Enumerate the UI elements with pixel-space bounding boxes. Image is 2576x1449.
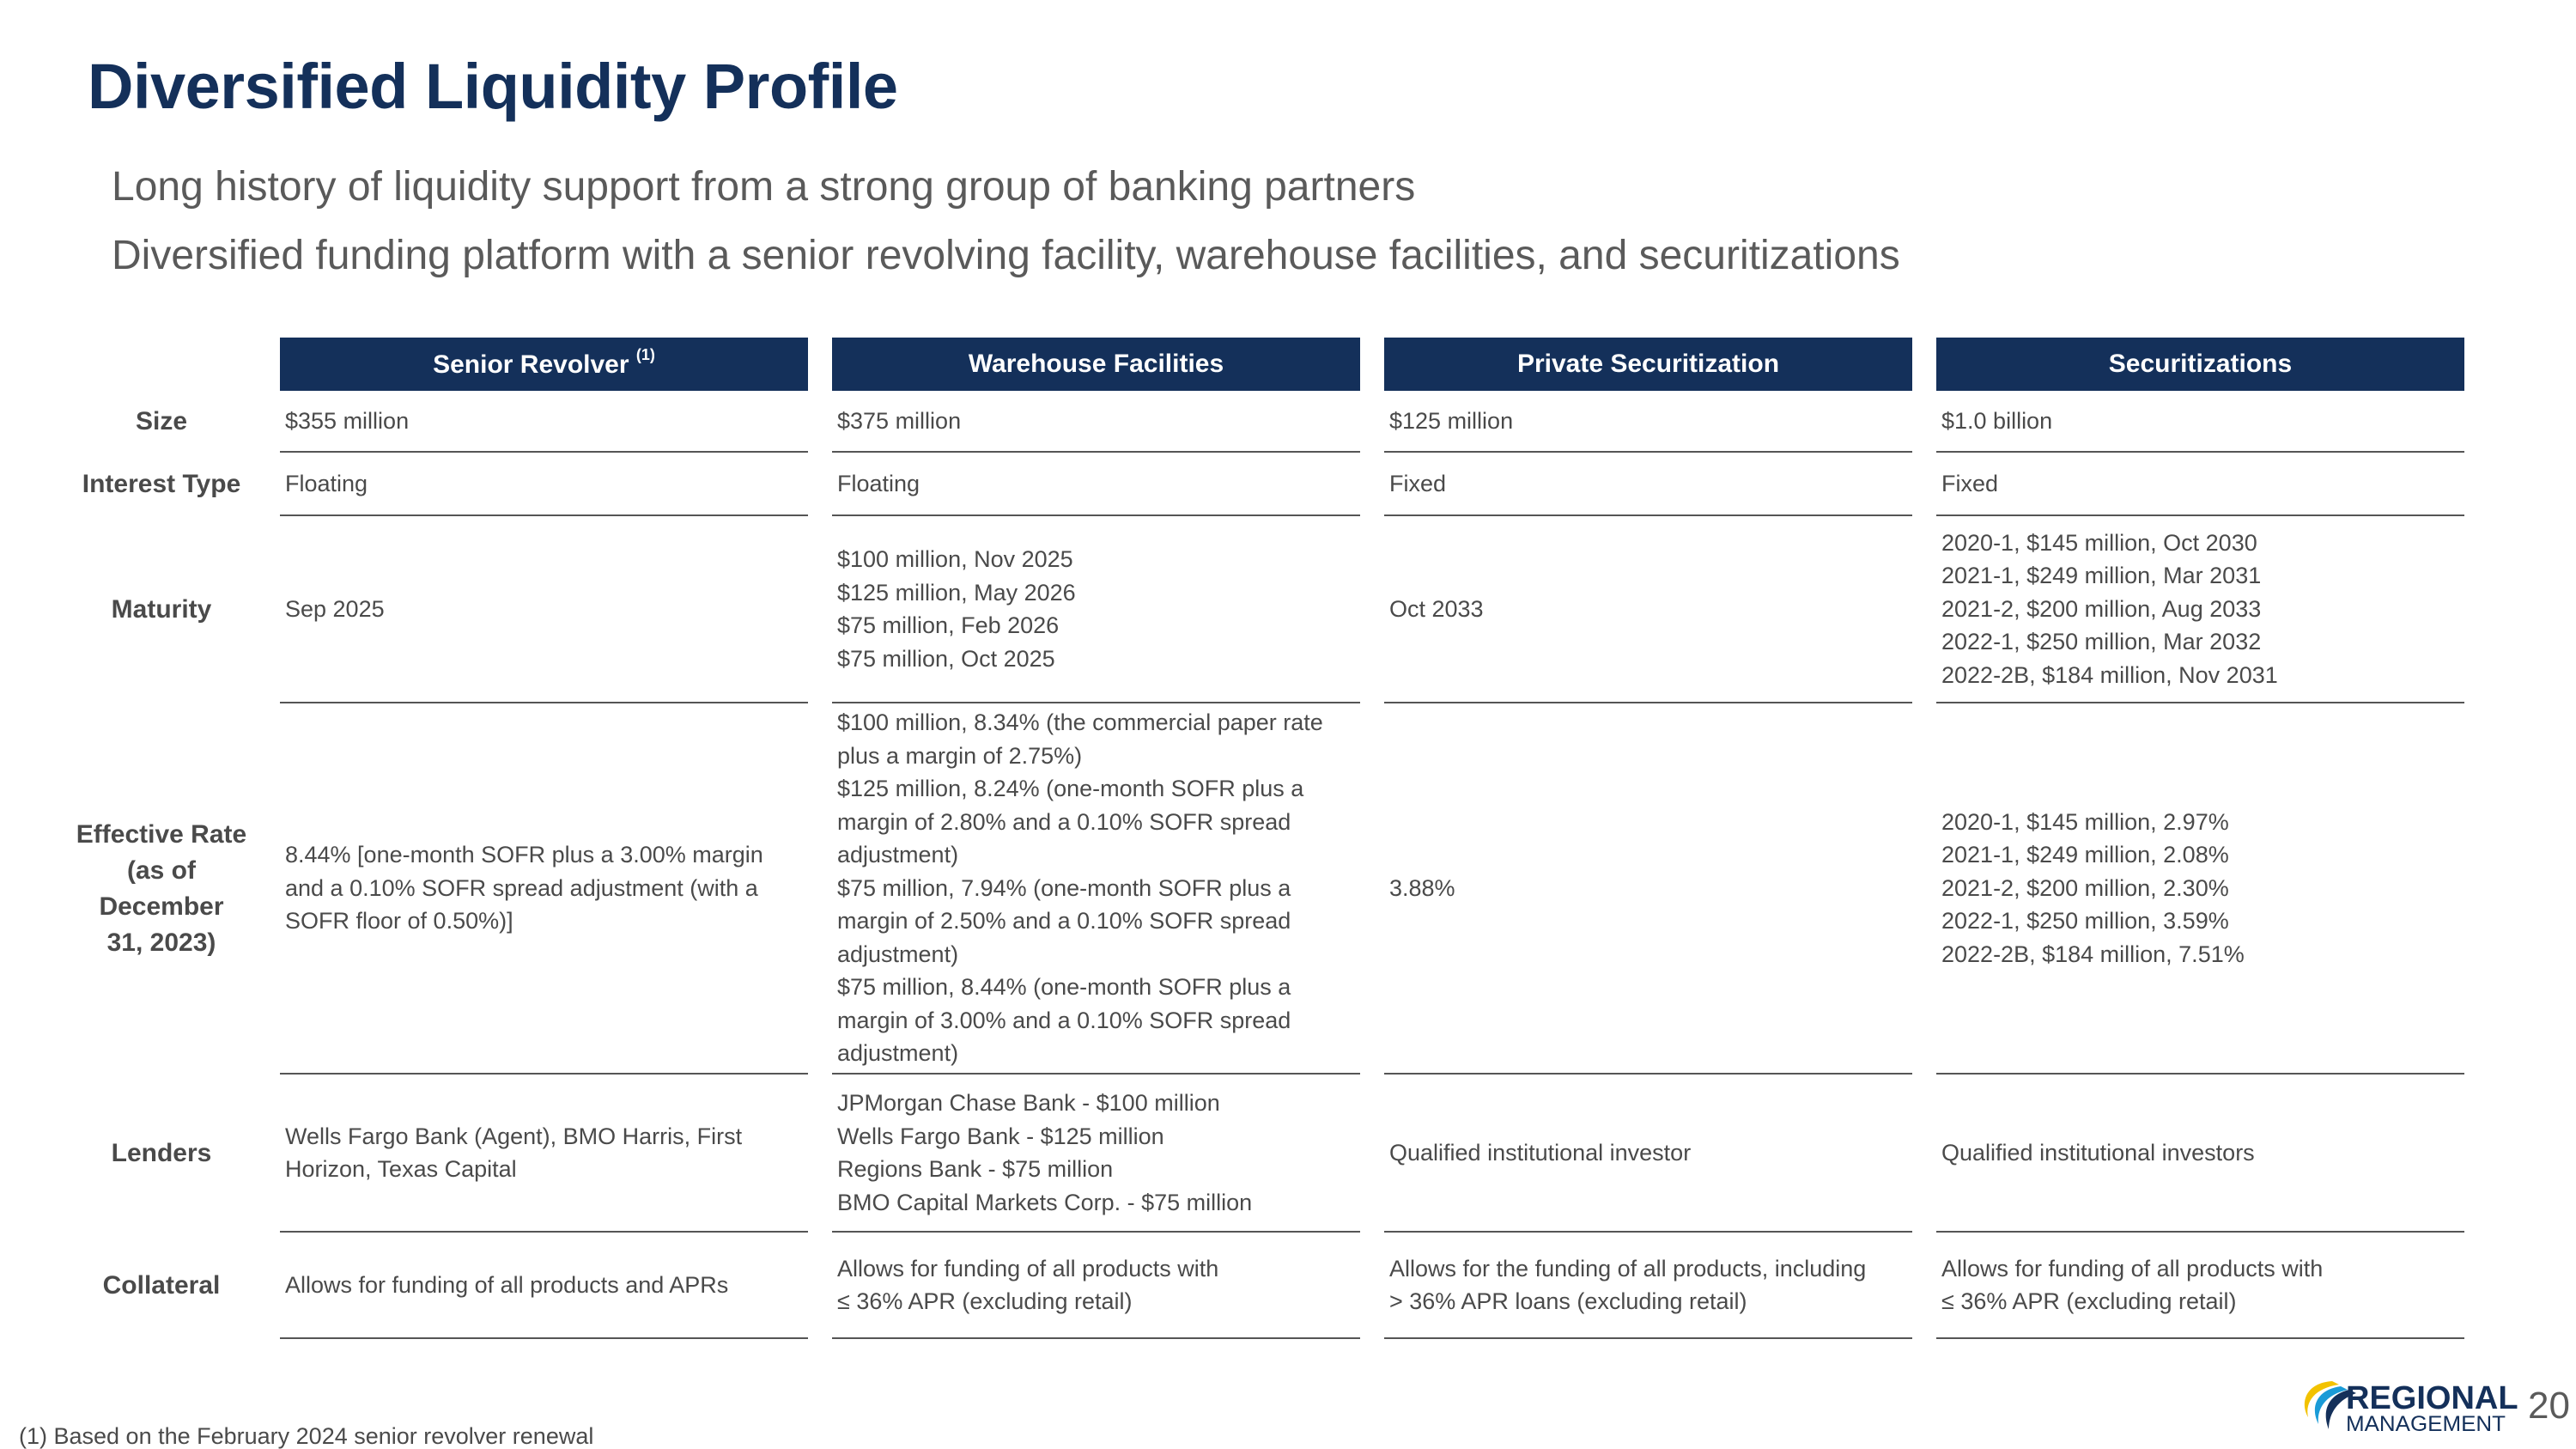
text-line: Horizon, Texas Capital: [285, 1156, 517, 1182]
text-line: 8.44% [one-month SOFR plus a 3.00% margin: [285, 842, 763, 868]
text-line: ≤ 36% APR (excluding retail): [1941, 1288, 2237, 1314]
cell-rate-private: 3.88%: [1384, 703, 1912, 1075]
label-line: (as of December: [99, 856, 224, 921]
cell-interest-revolver: Floating: [280, 453, 808, 516]
cell-interest-warehouse: Floating: [832, 453, 1360, 516]
text-line: 2022-2B, $184 million, 7.51%: [1941, 941, 2245, 967]
footnote-marker: (1): [635, 345, 655, 363]
text-line: $75 million, Feb 2026: [837, 612, 1060, 638]
cell-size-revolver: $355 million: [280, 391, 808, 453]
row-label-effective-rate: [67, 703, 256, 1075]
text-line: adjustment): [837, 1040, 959, 1067]
cell-size-securitizations: $1.0 billion: [1936, 391, 2464, 453]
logo-text-line1: REGIONAL: [2346, 1380, 2518, 1416]
text-line: and a 0.10% SOFR spread adjustment (with a: [285, 874, 758, 901]
row-collateral: [67, 1233, 2464, 1339]
cell-lenders-securitizations: Qualified institutional investors: [1936, 1075, 2464, 1233]
cell-collateral-warehouse: [832, 1233, 1360, 1339]
text-line: 2021-1, $249 million, 2.08%: [1941, 842, 2229, 868]
text-line: 2020-1, $145 million, Oct 2030: [1941, 529, 2257, 556]
regional-management-logo: [2298, 1376, 2521, 1434]
cell-lenders-private: Qualified institutional investor: [1384, 1075, 1912, 1233]
cell-maturity-revolver: Sep 2025: [280, 516, 808, 703]
subtitle-1: Long history of liquidity support from a strong group of banking partners: [112, 164, 1416, 210]
text-line: ≤ 36% APR (excluding retail): [837, 1288, 1133, 1314]
text-line: plus a margin of 2.75%): [837, 742, 1083, 769]
row-label-maturity: Maturity: [111, 595, 212, 624]
header-warehouse-facilities: Warehouse Facilities: [832, 338, 1360, 391]
cell-collateral-revolver: Allows for funding of all products and APRs: [280, 1233, 808, 1339]
cell-lenders-revolver: [280, 1075, 808, 1233]
footnote: (1) Based on the February 2024 senior revolver renewal: [19, 1423, 594, 1449]
text-line: adjustment): [837, 941, 959, 967]
text-line: margin of 2.80% and a 0.10% SOFR spread: [837, 808, 1291, 835]
cell-rate-securitizations: [1936, 703, 2464, 1075]
text-line: Wells Fargo Bank - $125 million: [837, 1123, 1164, 1149]
cell-maturity-private: Oct 2033: [1384, 516, 1912, 703]
logo-text-line2: MANAGEMENT: [2346, 1412, 2506, 1434]
text-line: 2022-2B, $184 million, Nov 2031: [1941, 661, 2278, 688]
text-line: 2021-2, $200 million, Aug 2033: [1941, 595, 2262, 622]
row-label-lenders: Lenders: [111, 1139, 212, 1167]
text-line: > 36% APR loans (excluding retail): [1389, 1288, 1747, 1314]
text-line: BMO Capital Markets Corp. - $75 million: [837, 1189, 1253, 1215]
row-interest-type: [67, 453, 2464, 516]
text-line: 2021-2, $200 million, 2.30%: [1941, 874, 2229, 901]
cell-size-private: $125 million: [1384, 391, 1912, 453]
cell-maturity-warehouse: [832, 516, 1360, 703]
header-private-securitization: Private Securitization: [1384, 338, 1912, 391]
text-line: Allows for the funding of all products, including: [1389, 1255, 1867, 1282]
text-line: 2022-1, $250 million, Mar 2032: [1941, 629, 2262, 655]
page-title: Diversified Liquidity Profile: [88, 51, 898, 122]
cell-lenders-warehouse: [832, 1075, 1360, 1233]
cell-size-warehouse: $375 million: [832, 391, 1360, 453]
row-maturity: [67, 516, 2464, 703]
text-line: $125 million, May 2026: [837, 579, 1076, 606]
text-line: $100 million, 8.34% (the commercial paper rate: [837, 709, 1323, 736]
page-number: 20: [2528, 1385, 2570, 1427]
text-line: Allows for funding of all products with: [1941, 1255, 2324, 1282]
text-line: JPMorgan Chase Bank - $100 million: [837, 1090, 1220, 1116]
cell-maturity-securitizations: [1936, 516, 2464, 703]
cell-interest-private: Fixed: [1384, 453, 1912, 516]
cell-rate-revolver: [280, 703, 808, 1075]
liquidity-table: [43, 338, 2488, 1339]
text-line: $125 million, 8.24% (one-month SOFR plus a: [837, 776, 1304, 802]
text-line: 2021-1, $249 million, Mar 2031: [1941, 563, 2262, 589]
cell-interest-securitizations: Fixed: [1936, 453, 2464, 516]
cell-collateral-securitizations: [1936, 1233, 2464, 1339]
text-line: $75 million, 8.44% (one-month SOFR plus a: [837, 974, 1291, 1001]
cell-rate-warehouse: [832, 703, 1360, 1075]
text-line: 2022-1, $250 million, 3.59%: [1941, 908, 2229, 935]
header-blank: [67, 338, 256, 391]
text-line: $100 million, Nov 2025: [837, 546, 1073, 572]
row-lenders: [67, 1075, 2464, 1233]
text-line: margin of 2.50% and a 0.10% SOFR spread: [837, 908, 1291, 935]
row-label-interest-type: Interest Type: [82, 470, 241, 498]
text-line: SOFR floor of 0.50%)]: [285, 908, 513, 935]
label-line: 31, 2023): [106, 928, 216, 957]
text-line: $75 million, Oct 2025: [837, 645, 1055, 672]
text-line: $75 million, 7.94% (one-month SOFR plus a: [837, 874, 1291, 901]
subtitle-2: Diversified funding platform with a senior revolving facility, warehouse facilities, and securitizations: [112, 233, 1900, 278]
text-line: adjustment): [837, 842, 959, 868]
text-line: Wells Fargo Bank (Agent), BMO Harris, First: [285, 1123, 743, 1149]
text-line: Allows for funding of all products with: [837, 1255, 1219, 1282]
header-senior-revolver: Senior Revolver $^{(1)}$: [280, 338, 808, 391]
row-effective-rate: [67, 703, 2464, 1075]
header-securitizations: Securitizations: [1936, 338, 2464, 391]
text-line: Regions Bank - $75 million: [837, 1156, 1114, 1182]
cell-collateral-private: [1384, 1233, 1912, 1339]
row-size: [67, 391, 2464, 453]
text-line: margin of 3.00% and a 0.10% SOFR spread: [837, 1007, 1291, 1033]
label-line: Effective Rate: [76, 820, 247, 849]
row-label-size: Size: [135, 407, 188, 435]
row-label-collateral: Collateral: [102, 1271, 221, 1300]
text-line: 2020-1, $145 million, 2.97%: [1941, 808, 2229, 835]
